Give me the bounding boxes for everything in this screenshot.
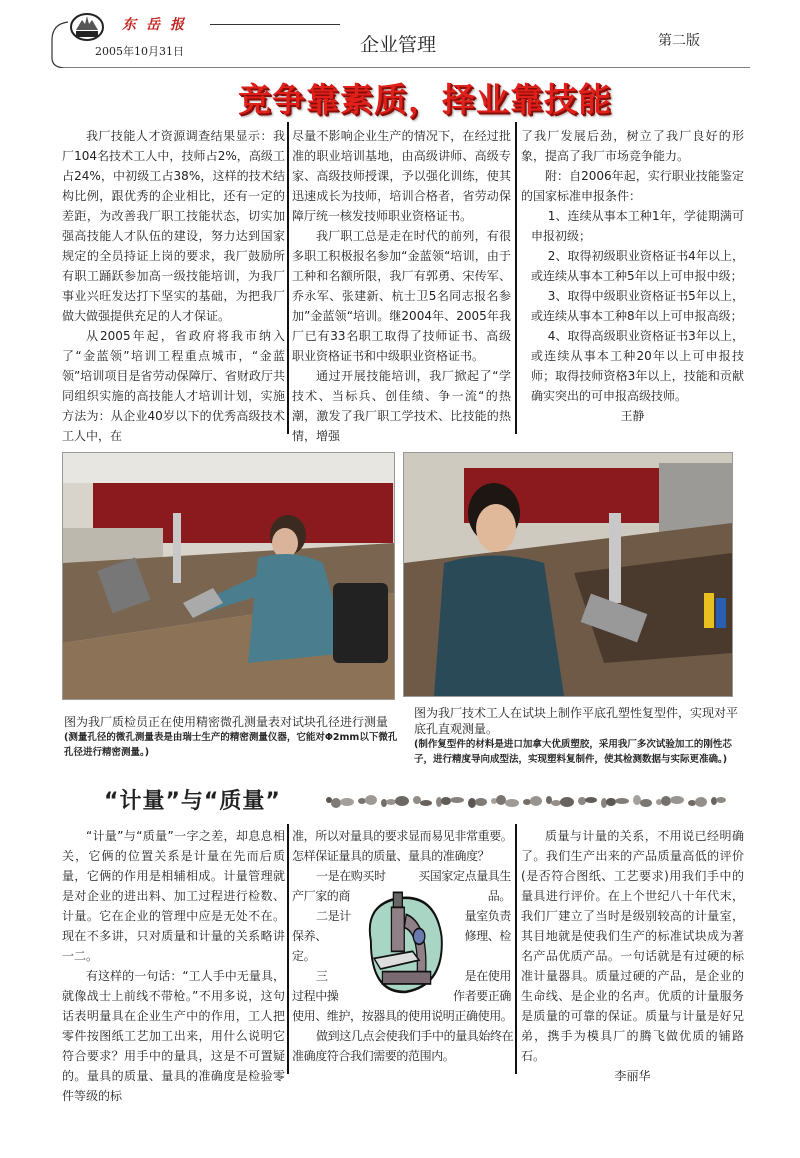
line-left: 产厂家的商 (292, 889, 351, 903)
paragraph: “计量”与“质量”一字之差，却息息相关，它俩的位置关系是计量在先而后质量，它俩的作用是相辅相成。计量管理就是对企业的进出料、加工过程进行检数、计量。它在企业的管理中应是无处不在。现在不多讲，只对质量和计量的关系略讲一二。 (62, 829, 285, 963)
text-line (292, 866, 511, 886)
photo-technician-replica (403, 452, 733, 697)
text-line (292, 1046, 511, 1066)
appendix-intro: 附：自2006年起，实行职业技能鉴定的国家标准申报条件： (521, 169, 744, 203)
pebble (491, 798, 497, 804)
condition-item: 3、取得中级职业资格证书5年以上，或连续从事本工种8年以上可申报高级； (531, 289, 744, 323)
line-left: 怎样保证量具的质量、量具的准确度？ (292, 849, 490, 863)
article1-col1 (62, 126, 285, 446)
pebble (386, 799, 396, 805)
caption-note: (制作复型件的材料是进口加拿大优质塑胶，采用我厂多次试验加工的刚性芯子，进行精度导向成型法，实现塑料复制件，使其检测数据与实际更准确。) (414, 739, 732, 765)
pebble (395, 796, 409, 806)
paragraph: 尽量不影响企业生产的情况下，在经过批准的职业培训基地，由高级讲师、高级专家、高级技师授课，予以强化训练，使其迅速成长为技师，培训合格者，省劳动保障厅统一核发技师职业资格证书。 (292, 129, 511, 223)
pebble (688, 800, 696, 806)
pebble (436, 797, 442, 807)
pebble (716, 797, 726, 803)
pebble (340, 798, 354, 806)
paper-name: 东岳报 (122, 17, 194, 33)
pebble (615, 798, 629, 804)
line-left: 做到这几点会使我们手中的量具始终在 (316, 1029, 514, 1043)
pebble (640, 799, 652, 807)
line-right: 买国家定点量具生 (418, 869, 511, 883)
line-left: 保养、 (292, 929, 327, 943)
pebble (441, 797, 451, 805)
condition-item: 2、取得初级职业资格证书4年以上，或连续从事本工种5年以上可申报中级； (531, 249, 744, 283)
pebble (381, 799, 387, 807)
microscope-illustration (358, 888, 448, 998)
paragraph: 质量与计量的关系，不用说已经明确了。我们生产出来的产品质量高低的评价(是否符合图纸、工艺要求)用我们手中的量具进行评价。在上个世纪八十年代末，我们厂建立了当时是级别较高的计量室，其目地就是使我们生产的标准试块成为著名产品优质产品。一句话就是有过硬的标准计量器具。质量过硬的产品，是企业的生命线、是企业的名声。优质的计量服务是质量的可靠的保证。质量与计量是好兄弟，携手为模具厂的腾飞做优质的铺路石。 (521, 829, 744, 1063)
column-divider (287, 122, 289, 434)
caption-note: (测量孔径的微孔测量表是由瑞士生产的精密测量仪器，它能对Φ2mm以下微孔孔径进行精密测量。) (64, 732, 398, 758)
line-left: 准，所以对量具的要求显而易见非常重要。 (292, 829, 513, 843)
pebble (475, 798, 487, 806)
pebble (450, 797, 464, 803)
pebble (578, 797, 586, 805)
article2-col1 (62, 826, 285, 1106)
condition-item: 1、连续从事本工种1年，学徒期满可申报初级； (531, 209, 744, 243)
column-divider (515, 122, 517, 434)
photo-inspector-measuring (62, 452, 395, 700)
text-line (292, 1006, 511, 1026)
line-right: 作者要正确 (452, 989, 511, 1003)
masthead-rule (210, 24, 340, 25)
pebble (420, 800, 432, 806)
section-title: 企业管理 (360, 34, 437, 56)
pebble (331, 798, 341, 808)
line-right: 品。 (487, 889, 511, 903)
paragraph: 有这样的一句话：“工人手中无量具，就像战士上前线不带枪。”不用多说，这句话表明量具在企业生产中的作用，工人把零件按图纸工艺加工出来，用什么说明它符合要求？用手中的量具，这是不可置疑的。量具的质量、量具的准确度是检验零件等级的标 (62, 969, 285, 1103)
paragraph: 从2005年起，省政府将我市纳入了“金蓝领”培训工程重点城市，“金蓝领”培训项目是省劳动保障厅、省财政厅共同组织实施的高技能人才培训计划，实施方法为：从企业40岁以下的优秀高级技术工人中，在 (62, 329, 285, 443)
pebble (711, 797, 717, 805)
pebble (358, 798, 366, 804)
paragraph: 了我厂发展后劲，树立了我厂良好的形象，提高了我厂市场竞争能力。 (521, 129, 744, 163)
line-left: 准确度符合我们需要的范围内。 (292, 1049, 455, 1063)
author: 李丽华 (614, 1069, 651, 1083)
line-left: 二是计 (316, 909, 351, 923)
text-line (292, 826, 511, 846)
pebble (551, 800, 561, 806)
text-line (292, 1026, 514, 1046)
decorative-pebble-border (325, 792, 735, 812)
pebble (670, 796, 684, 804)
photo1-caption (64, 714, 404, 760)
paragraph: 我厂职工总是走在时代的前列，有很多职工积极报名参加“金蓝领“培训，由于工种和名额所限，我厂有郭勇、宋传军、乔永军、张建新、杭士卫5名同志报名参加”金蓝领“培训。继2004年、2005年我厂已有33名职工取得了技师证书、高级职业资格证书和中级职业资格证书。 (292, 229, 511, 363)
line-left: 一是在购买时 (316, 869, 386, 883)
article1-col2 (292, 126, 511, 446)
pebble (695, 797, 707, 807)
headline: 竞争靠素质，择业靠技能 (238, 80, 612, 119)
pebble (560, 797, 574, 807)
pebble (530, 796, 542, 806)
caption-text: 图为我厂技术工人在试块上制作平底孔塑性复型件，实现对平底孔直观测量。 (414, 706, 739, 736)
newspaper-logo (70, 12, 104, 42)
pebble (496, 795, 506, 805)
pebble (633, 795, 641, 805)
pebble (585, 797, 597, 803)
paragraph: 通过开展技能培训，我厂掀起了“学技术、当标兵、创佳绩、争一流“的热潮，激发了我厂职工学技术、比技能的热情，增强 (292, 369, 511, 443)
edition-label: 第二版 (658, 33, 700, 49)
pebble (505, 799, 519, 807)
caption-text: 图为我厂质检员正在使用精密微孔测量表对试块孔径进行测量 (64, 715, 389, 729)
pebble (523, 799, 531, 805)
line-left: 过程中操 (292, 989, 339, 1003)
column-divider (515, 824, 517, 1074)
pebble (661, 796, 671, 806)
line-right: 是在使用 (464, 969, 511, 983)
author: 王静 (620, 409, 645, 423)
paragraph: 我厂技能人才资源调查结果显示：我厂104名技术工人中，技师占2%，高级工占24%，中初级工占38%，这样的技术结构比例，跟优秀的企业相比，还有一定的差距，为改善我厂职工技能状态，切实加强高技能人才队伍的建设，努力达到国家规定的全员持证上岗的要求，我厂鼓励所有职工踊跃参加高一级技能培训，为我厂事业兴旺发达打下坚实的基础，为把我厂做大做强提供充足的人才保证。 (62, 129, 285, 323)
pebble (468, 798, 476, 808)
line-left: 使用、维护，按器具的使用说明正确使用。 (292, 1009, 513, 1023)
condition-item: 4、取得高级职业资格证书3年以上，或连续从事本工种20年以上可申报技师；取得技师资格3年以上，技能和贡献确实突出的可申报高级技师。 (531, 329, 744, 403)
pebble (413, 796, 421, 804)
article1-col3 (521, 126, 744, 426)
line-right: 量室负责 (464, 909, 511, 923)
photo2-caption (414, 705, 746, 767)
line-left: 三 (316, 969, 328, 983)
pebble (656, 799, 662, 805)
column-divider (287, 824, 289, 1074)
article2-title: “计量”与“质量” (104, 789, 281, 814)
article2-col3 (521, 826, 744, 1086)
text-line (292, 846, 511, 866)
pebble (365, 795, 377, 805)
issue-date: 2005年10月31日 (95, 45, 184, 58)
line-right: 修理、检 (464, 929, 511, 943)
pebble (601, 798, 607, 808)
line-left: 定。 (292, 949, 316, 963)
pebble (606, 798, 616, 806)
